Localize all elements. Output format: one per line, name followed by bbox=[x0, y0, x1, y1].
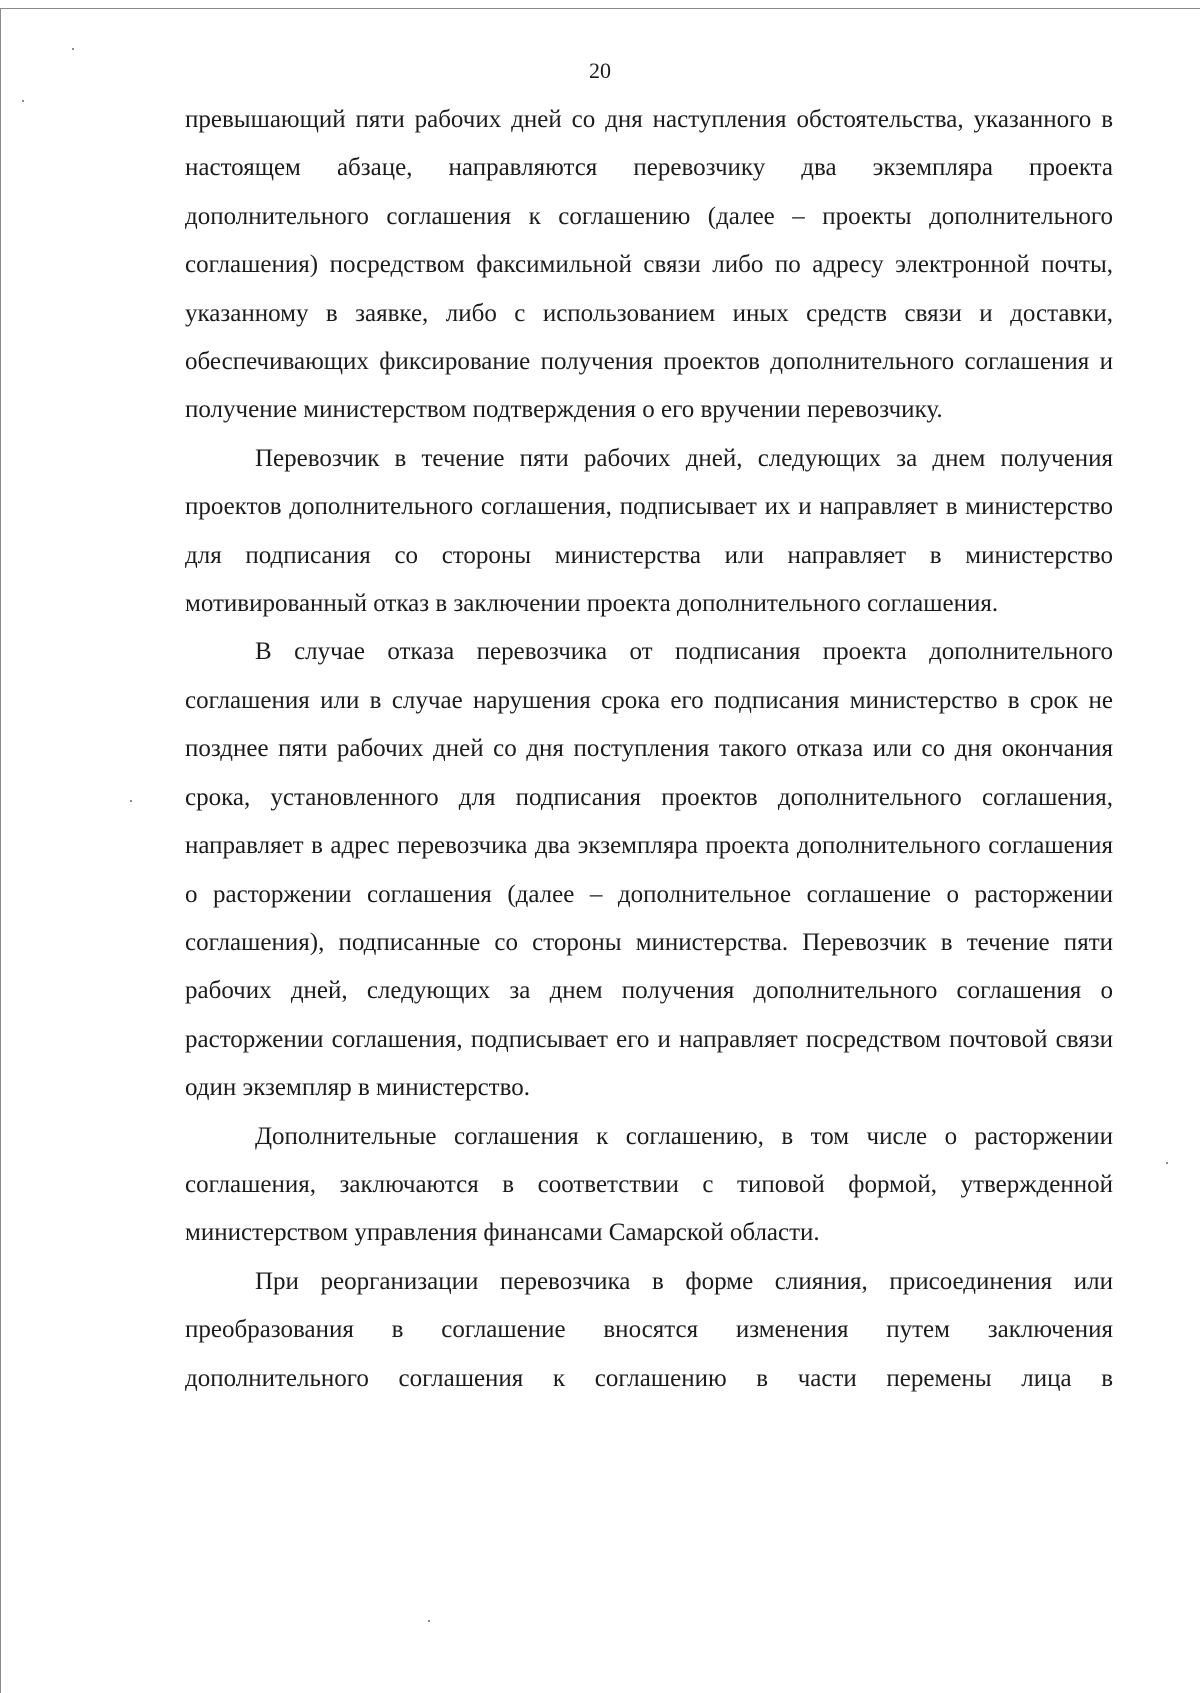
scan-speck bbox=[72, 48, 74, 50]
paragraph-continuation: превышающий пяти рабочих дней со дня наступления обстоятельства, указанного в настоящем абзаце, направляются перевозчику два экземпляра проекта дополнительного соглашения к соглашению (далее – проекты дополнительного соглашения) посредством факсимильной связи либо по адресу электронной почты, указанному в заявке, либо с использованием иных средств связи и доставки, обеспечивающих фиксирование получения проектов дополнительного соглашения и получение министерством подтверждения о его вручении перевозчику. bbox=[185, 106, 1113, 424]
scan-speck bbox=[22, 100, 24, 102]
scan-speck bbox=[130, 800, 132, 802]
paragraph: Дополнительные соглашения к соглашению, в том числе о расторжении соглашения, заключаются в соответствии с типовой формой, утвержденной министерством управления финансами Самарской области. bbox=[185, 1122, 1113, 1247]
scan-edge-left bbox=[0, 8, 1, 1693]
paragraph: В случае отказа перевозчика от подписания проекта дополнительного соглашения или в случае нарушения срока его подписания министерство в срок не позднее пяти рабочих дней со дня поступления такого отказа или со дня окончания срока, установленного для подписания проектов дополнительного соглашения, направляет в адрес перевозчика два экземпляра проекта дополнительного соглашения о расторжении соглашения (далее – дополнительное соглашение о расторжении соглашения), подписанные со стороны министерства. Перевозчик в течение пяти рабочих дней, следующих за днем получения дополнительного соглашения о расторжении соглашения, подписывает его и направляет посредством почтовой связи один экземпляр в министерство. bbox=[185, 638, 1113, 1102]
scan-edge-top bbox=[0, 8, 1200, 9]
paragraph: При реорганизации перевозчика в форме слияния, присоединения или преобразования в соглашение вносятся изменения путем заключения дополнительного соглашения к соглашению в части перемены лица в bbox=[185, 1267, 1113, 1392]
page-number: 20 bbox=[589, 58, 611, 83]
document-body bbox=[185, 96, 1113, 1403]
scan-speck bbox=[1166, 1162, 1168, 1164]
scan-speck bbox=[428, 1620, 430, 1622]
paragraph: Перевозчик в течение пяти рабочих дней, следующих за днем получения проектов дополнительного соглашения, подписывает их и направляет в министерство для подписания со стороны министерства или направляет в министерство мотивированный отказ в заключении проекта дополнительного соглашения. bbox=[185, 444, 1113, 618]
